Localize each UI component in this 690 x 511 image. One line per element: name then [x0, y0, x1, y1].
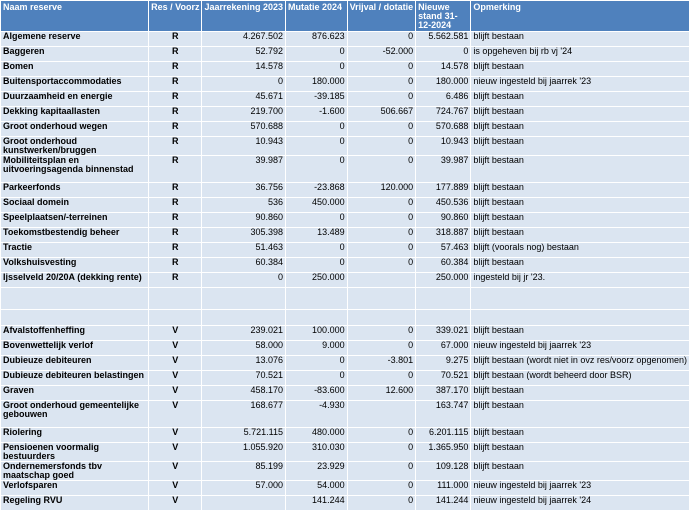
reserve-type: R	[149, 198, 202, 213]
value-vrijval-dotatie: 0	[347, 496, 416, 511]
value-jaarrekening-2023: 60.384	[202, 258, 286, 273]
reserve-name: Ondernemersfonds tbv maatschap goed	[1, 462, 149, 481]
reserve-name: Bovenwettelijk verlof	[1, 341, 149, 356]
value-jaarrekening-2023: 305.398	[202, 228, 286, 243]
empty-cell	[416, 310, 471, 326]
table-row	[1, 47, 690, 62]
reserve-type: R	[149, 213, 202, 228]
empty-cell	[1, 310, 149, 326]
value-vrijval-dotatie: 0	[347, 122, 416, 137]
value-nieuwe-stand: 67.000	[416, 341, 471, 356]
value-vrijval-dotatie: -52.000	[347, 47, 416, 62]
value-mutatie-2024: 0	[286, 213, 348, 228]
value-opmerking: blijft bestaan	[471, 107, 690, 122]
value-vrijval-dotatie: 0	[347, 326, 416, 341]
reserve-type: R	[149, 243, 202, 258]
reserve-name: Dubieuze debiteuren belastingen	[1, 371, 149, 386]
reserve-name: Afvalstoffenheffing	[1, 326, 149, 341]
reserve-name: Volkshuisvesting	[1, 258, 149, 273]
value-mutatie-2024: 180.000	[286, 77, 348, 92]
table-row	[1, 496, 690, 511]
value-jaarrekening-2023: 70.521	[202, 371, 286, 386]
reserve-type: R	[149, 137, 202, 156]
table-row	[1, 77, 690, 92]
value-opmerking: nieuw ingesteld bij jaarrek '24	[471, 496, 690, 511]
reserve-type: R	[149, 228, 202, 243]
value-opmerking: ingesteld bij jr '23.	[471, 273, 690, 288]
reserve-name: Regeling RVU	[1, 496, 149, 511]
table-row	[1, 356, 690, 371]
value-mutatie-2024: -83.600	[286, 386, 348, 401]
reserve-type: R	[149, 258, 202, 273]
table-row	[1, 62, 690, 77]
value-nieuwe-stand: 1.365.950	[416, 443, 471, 462]
table-row	[1, 32, 690, 47]
value-nieuwe-stand: 318.887	[416, 228, 471, 243]
reserve-name: Toekomstbestendig beheer	[1, 228, 149, 243]
table-row	[1, 92, 690, 107]
value-vrijval-dotatie: 0	[347, 428, 416, 443]
table-row	[1, 371, 690, 386]
value-mutatie-2024: 0	[286, 371, 348, 386]
value-opmerking: nieuw ingesteld bij jaarrek '23	[471, 481, 690, 496]
empty-cell	[471, 288, 690, 310]
empty-cell	[202, 310, 286, 326]
value-vrijval-dotatie	[347, 401, 416, 428]
value-mutatie-2024: 0	[286, 243, 348, 258]
value-vrijval-dotatie: 0	[347, 481, 416, 496]
reserve-type: R	[149, 32, 202, 47]
header-opmerking: Opmerking	[471, 1, 690, 32]
value-mutatie-2024: 0	[286, 47, 348, 62]
value-nieuwe-stand: 339.021	[416, 326, 471, 341]
value-nieuwe-stand: 177.889	[416, 183, 471, 198]
reserve-type: V	[149, 462, 202, 481]
value-jaarrekening-2023: 85.199	[202, 462, 286, 481]
value-nieuwe-stand: 6.201.115	[416, 428, 471, 443]
value-jaarrekening-2023: 458.170	[202, 386, 286, 401]
value-jaarrekening-2023: 10.943	[202, 137, 286, 156]
value-mutatie-2024: -1.600	[286, 107, 348, 122]
reserve-name: Ijsselveld 20/20A (dekking rente)	[1, 273, 149, 288]
value-jaarrekening-2023: 570.688	[202, 122, 286, 137]
value-mutatie-2024: -23.868	[286, 183, 348, 198]
value-vrijval-dotatie: 0	[347, 462, 416, 481]
reserve-type: V	[149, 341, 202, 356]
table-row	[1, 326, 690, 341]
value-nieuwe-stand: 109.128	[416, 462, 471, 481]
value-mutatie-2024: 100.000	[286, 326, 348, 341]
value-vrijval-dotatie: 120.000	[347, 183, 416, 198]
empty-cell	[149, 288, 202, 310]
value-jaarrekening-2023: 5.721.115	[202, 428, 286, 443]
empty-cell	[202, 288, 286, 310]
reserve-type: R	[149, 183, 202, 198]
empty-cell	[416, 288, 471, 310]
value-jaarrekening-2023: 0	[202, 273, 286, 288]
reserve-type: R	[149, 92, 202, 107]
value-jaarrekening-2023: 45.671	[202, 92, 286, 107]
header-mutatie-2024: Mutatie 2024	[286, 1, 348, 32]
value-opmerking: blijft bestaan	[471, 198, 690, 213]
value-nieuwe-stand: 180.000	[416, 77, 471, 92]
value-jaarrekening-2023: 219.700	[202, 107, 286, 122]
reserve-name: Sociaal domein	[1, 198, 149, 213]
reserve-type: R	[149, 122, 202, 137]
value-mutatie-2024: 450.000	[286, 198, 348, 213]
value-jaarrekening-2023: 239.021	[202, 326, 286, 341]
value-opmerking: nieuw ingesteld bij jaarrek '23	[471, 341, 690, 356]
reserve-name: Mobiliteitsplan en uitvoeringsagenda binnenstad	[1, 156, 149, 183]
table-row	[1, 401, 690, 428]
table-row	[1, 428, 690, 443]
reserve-type: V	[149, 443, 202, 462]
reserve-name: Parkeerfonds	[1, 183, 149, 198]
value-opmerking: blijft bestaan (wordt niet in ovz res/voorz opgenomen)	[471, 356, 690, 371]
value-opmerking: is opgeheven bij rb vj '24	[471, 47, 690, 62]
empty-cell	[286, 288, 348, 310]
value-nieuwe-stand: 57.463	[416, 243, 471, 258]
value-opmerking: blijft bestaan	[471, 92, 690, 107]
value-mutatie-2024: 9.000	[286, 341, 348, 356]
value-jaarrekening-2023: 536	[202, 198, 286, 213]
reserve-name: Tractie	[1, 243, 149, 258]
reserve-name: Bomen	[1, 62, 149, 77]
empty-cell	[471, 310, 690, 326]
value-opmerking: blijft bestaan	[471, 326, 690, 341]
value-mutatie-2024: 0	[286, 62, 348, 77]
value-mutatie-2024: 13.489	[286, 228, 348, 243]
value-opmerking: blijft bestaan	[471, 228, 690, 243]
value-vrijval-dotatie: 0	[347, 62, 416, 77]
value-nieuwe-stand: 163.747	[416, 401, 471, 428]
value-opmerking: blijft bestaan	[471, 213, 690, 228]
empty-cell	[286, 310, 348, 326]
reserve-type: R	[149, 107, 202, 122]
reserve-type: V	[149, 356, 202, 371]
value-jaarrekening-2023: 57.000	[202, 481, 286, 496]
value-jaarrekening-2023: 4.267.502	[202, 32, 286, 47]
empty-cell	[347, 310, 416, 326]
value-nieuwe-stand: 141.244	[416, 496, 471, 511]
value-vrijval-dotatie: 0	[347, 243, 416, 258]
value-opmerking: blijft bestaan	[471, 443, 690, 462]
value-opmerking: blijft bestaan	[471, 32, 690, 47]
reserve-type: V	[149, 496, 202, 511]
value-nieuwe-stand: 0	[416, 47, 471, 62]
value-nieuwe-stand: 60.384	[416, 258, 471, 273]
reserve-name: Dekking kapitaallasten	[1, 107, 149, 122]
value-opmerking: blijft bestaan	[471, 386, 690, 401]
table-row	[1, 122, 690, 137]
header-res-voorz: Res / Voorz	[149, 1, 202, 32]
value-mutatie-2024: 23.929	[286, 462, 348, 481]
value-jaarrekening-2023: 51.463	[202, 243, 286, 258]
table-row	[1, 198, 690, 213]
table-row	[1, 386, 690, 401]
value-vrijval-dotatie: 0	[347, 213, 416, 228]
value-mutatie-2024: 0	[286, 156, 348, 183]
value-nieuwe-stand: 111.000	[416, 481, 471, 496]
table-row	[1, 137, 690, 156]
value-opmerking: blijft bestaan	[471, 401, 690, 428]
empty-cell	[1, 288, 149, 310]
value-vrijval-dotatie: 0	[347, 137, 416, 156]
value-nieuwe-stand: 39.987	[416, 156, 471, 183]
table-row	[1, 462, 690, 481]
header-vrijval-dotatie: Vrijval / dotatie	[347, 1, 416, 32]
value-opmerking: blijft bestaan	[471, 137, 690, 156]
value-mutatie-2024: 310.030	[286, 443, 348, 462]
table-row	[1, 341, 690, 356]
reserve-name: Dubieuze debiteuren	[1, 356, 149, 371]
value-nieuwe-stand: 387.170	[416, 386, 471, 401]
value-vrijval-dotatie: 0	[347, 228, 416, 243]
value-mutatie-2024: 0	[286, 137, 348, 156]
value-nieuwe-stand: 9.275	[416, 356, 471, 371]
value-mutatie-2024: -39.185	[286, 92, 348, 107]
value-nieuwe-stand: 6.486	[416, 92, 471, 107]
value-mutatie-2024: 0	[286, 122, 348, 137]
value-opmerking: blijft bestaan	[471, 62, 690, 77]
reserve-type: R	[149, 62, 202, 77]
value-jaarrekening-2023: 1.055.920	[202, 443, 286, 462]
value-vrijval-dotatie: 0	[347, 371, 416, 386]
value-vrijval-dotatie: 506.667	[347, 107, 416, 122]
value-opmerking: blijft bestaan	[471, 183, 690, 198]
value-opmerking: blijft bestaan	[471, 258, 690, 273]
table-row	[1, 107, 690, 122]
reserve-name: Duurzaamheid en energie	[1, 92, 149, 107]
empty-cell	[347, 288, 416, 310]
value-vrijval-dotatie: 0	[347, 32, 416, 47]
value-mutatie-2024: 141.244	[286, 496, 348, 511]
reserve-type: V	[149, 428, 202, 443]
table-row	[1, 243, 690, 258]
value-opmerking: blijft bestaan	[471, 428, 690, 443]
reserve-name: Verlofsparen	[1, 481, 149, 496]
value-jaarrekening-2023: 58.000	[202, 341, 286, 356]
value-jaarrekening-2023	[202, 496, 286, 511]
separator-row	[1, 288, 690, 310]
value-opmerking: nieuw ingesteld bij jaarrek '23	[471, 77, 690, 92]
reserve-type: R	[149, 156, 202, 183]
value-nieuwe-stand: 250.000	[416, 273, 471, 288]
header-jaarrekening-2023: Jaarrekening 2023	[202, 1, 286, 32]
value-jaarrekening-2023: 0	[202, 77, 286, 92]
table-row	[1, 443, 690, 462]
reserve-name: Pensioenen voormalig bestuurders	[1, 443, 149, 462]
reserve-type: V	[149, 326, 202, 341]
reserve-name: Groot onderhoud gemeentelijke gebouwen	[1, 401, 149, 428]
header-row	[1, 1, 690, 32]
value-jaarrekening-2023: 13.076	[202, 356, 286, 371]
value-opmerking: blijft bestaan (wordt beheerd door BSR)	[471, 371, 690, 386]
reserve-name: Baggeren	[1, 47, 149, 62]
value-jaarrekening-2023: 14.578	[202, 62, 286, 77]
value-opmerking: blijft bestaan	[471, 122, 690, 137]
value-nieuwe-stand: 70.521	[416, 371, 471, 386]
reserve-name: Speelplaatsen/-terreinen	[1, 213, 149, 228]
reserve-type: V	[149, 386, 202, 401]
reserve-name: Buitensportaccommodaties	[1, 77, 149, 92]
reserve-type: V	[149, 401, 202, 428]
value-nieuwe-stand: 570.688	[416, 122, 471, 137]
reserve-type: V	[149, 481, 202, 496]
value-nieuwe-stand: 450.536	[416, 198, 471, 213]
table-row	[1, 183, 690, 198]
reserve-type: V	[149, 371, 202, 386]
value-mutatie-2024: 0	[286, 356, 348, 371]
reserve-name: Algemene reserve	[1, 32, 149, 47]
value-nieuwe-stand: 724.767	[416, 107, 471, 122]
value-jaarrekening-2023: 39.987	[202, 156, 286, 183]
value-mutatie-2024: 54.000	[286, 481, 348, 496]
table-row	[1, 213, 690, 228]
reserve-name: Riolering	[1, 428, 149, 443]
value-opmerking: blijft (voorals nog) bestaan	[471, 243, 690, 258]
value-vrijval-dotatie: -3.801	[347, 356, 416, 371]
value-opmerking: blijft bestaan	[471, 462, 690, 481]
value-mutatie-2024: 250.000	[286, 273, 348, 288]
value-vrijval-dotatie: 0	[347, 198, 416, 213]
value-jaarrekening-2023: 36.756	[202, 183, 286, 198]
value-vrijval-dotatie: 0	[347, 341, 416, 356]
empty-cell	[149, 310, 202, 326]
value-jaarrekening-2023: 90.860	[202, 213, 286, 228]
value-mutatie-2024: 876.623	[286, 32, 348, 47]
table-row	[1, 228, 690, 243]
reserve-name: Groot onderhoud kunstwerken/bruggen	[1, 137, 149, 156]
value-nieuwe-stand: 90.860	[416, 213, 471, 228]
header-nieuwe-stand: Nieuwe stand 31-12-2024	[416, 1, 471, 32]
value-vrijval-dotatie: 0	[347, 92, 416, 107]
header-naam-reserve: Naam reserve	[1, 1, 149, 32]
value-vrijval-dotatie: 0	[347, 258, 416, 273]
reserve-name: Graven	[1, 386, 149, 401]
value-jaarrekening-2023: 52.792	[202, 47, 286, 62]
value-mutatie-2024: -4.930	[286, 401, 348, 428]
reserve-type: R	[149, 273, 202, 288]
value-jaarrekening-2023: 168.677	[202, 401, 286, 428]
value-vrijval-dotatie: 0	[347, 156, 416, 183]
value-mutatie-2024: 0	[286, 258, 348, 273]
separator-row	[1, 310, 690, 326]
reserve-type: R	[149, 47, 202, 62]
table-row	[1, 258, 690, 273]
value-nieuwe-stand: 14.578	[416, 62, 471, 77]
reserve-type: R	[149, 77, 202, 92]
table-row	[1, 273, 690, 288]
value-vrijval-dotatie	[347, 273, 416, 288]
value-mutatie-2024: 480.000	[286, 428, 348, 443]
value-vrijval-dotatie: 0	[347, 77, 416, 92]
value-opmerking: blijft bestaan	[471, 156, 690, 183]
table-row	[1, 481, 690, 496]
value-nieuwe-stand: 5.562.581	[416, 32, 471, 47]
value-nieuwe-stand: 10.943	[416, 137, 471, 156]
value-vrijval-dotatie: 0	[347, 443, 416, 462]
table-row	[1, 156, 690, 183]
reserve-name: Groot onderhoud wegen	[1, 122, 149, 137]
value-vrijval-dotatie: 12.600	[347, 386, 416, 401]
